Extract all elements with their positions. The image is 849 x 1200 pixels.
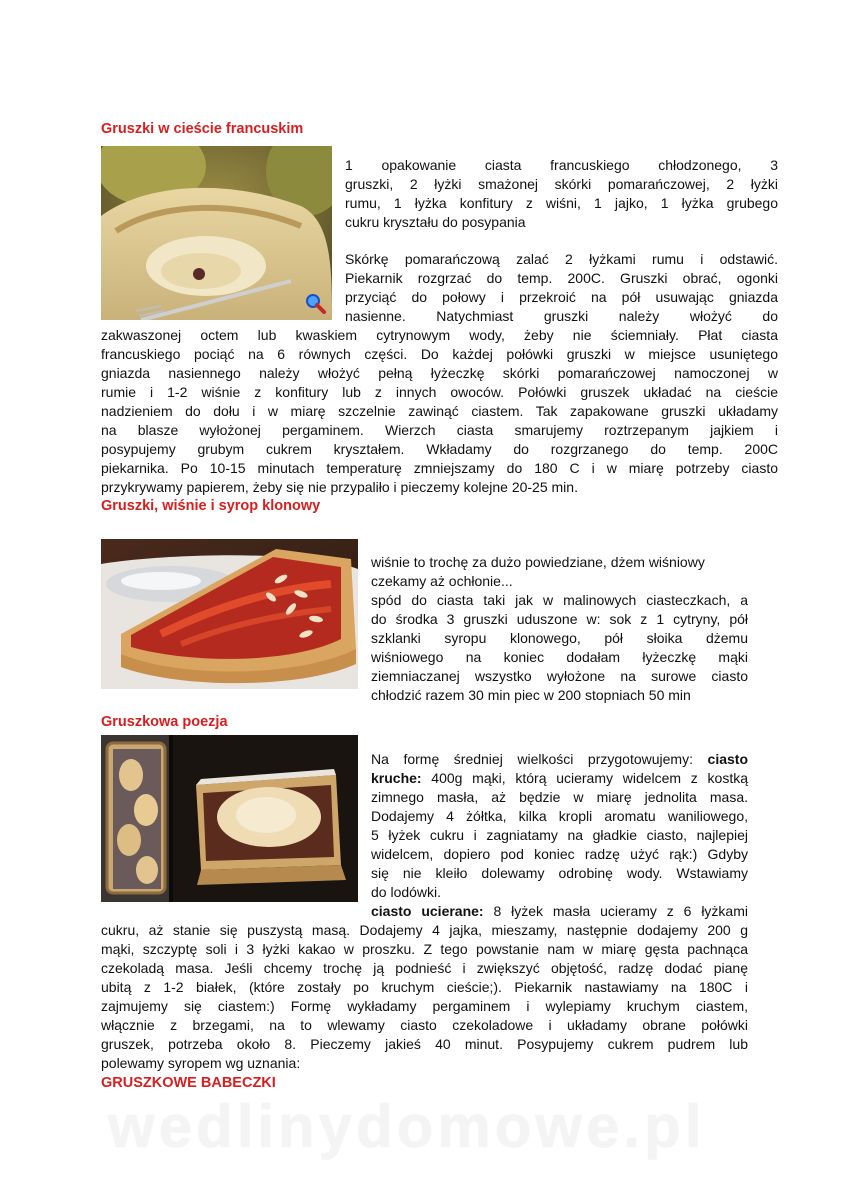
recipe-title-4: GRUSZKOWE BABECZKI — [101, 1075, 276, 1091]
recipe-3-text-side — [371, 750, 748, 921]
text-line: rumie i 1-2 wiśnie z konfitury lub z innych owoców. Połówki gruszek układać na cieście — [101, 384, 778, 400]
text-line — [371, 769, 748, 788]
text-line: zakwaszonej octem lub kwaskiem cytrynowym wody, żeby nie ściemniały. Płat ciasta — [101, 327, 778, 343]
text-line: ziemniaczanej wszystko wyłożone na surowe ciasto — [371, 668, 748, 684]
bold-term: ciasto — [707, 751, 748, 767]
text-line: przyciąć do połowy i przekroić na pół usuwając gniazda — [345, 289, 778, 305]
bold-term: ciasto ucierane: — [371, 903, 484, 919]
text-line: chłodzić razem 30 min piec w 200 stopniach 50 min — [371, 687, 691, 703]
text-line: do środka 3 gruszki uduszone w: sok z 1 cytryny, pół — [371, 611, 748, 627]
text-line: włącznie z brzegami, na to wlewamy ciasto czekoladowe i układamy obrane połówki — [101, 1017, 748, 1033]
bold-term: kruche: — [371, 770, 422, 786]
recipe-title-1: Gruszki w cieście francuskim — [101, 121, 304, 137]
text-line: nadzieniem do dołu i w miarę szczelnie zawinąć ciastem. Tak zapakowane gruszki układamy — [101, 403, 778, 419]
text-line: czekoladą masa. Jeśli chcemy trochę ją podnieść i zwiększyć objętość, radzę dodać pianę — [101, 960, 748, 976]
text-line — [371, 902, 748, 921]
text-line: mąki, szczyptę soli i 3 łyżki kakao w proszku. Z tego powstanie nam w miarę gęsta pachnąca — [101, 941, 748, 957]
text-fragment: 8 łyżek masła ucieramy z 6 łyżkami — [483, 903, 748, 919]
text-line: 5 łyżek cukru i zagniatamy na gładkie ciasto, najlepiej — [371, 827, 748, 843]
text-line: piekarnika. Po 10-15 minutach temperaturę zmniejszamy do 180 C i w miarę potrzeby ciasto — [101, 460, 778, 476]
text-line: Skórkę pomarańczową zalać 2 łyżkami rumu i odstawić. — [345, 251, 778, 267]
text-line: wiśniowego na koniec dodałam łyżeczkę mąki — [371, 649, 748, 665]
recipe-3-text-full — [101, 921, 748, 1073]
text-line: cukru kryształu do posypania — [345, 214, 526, 230]
recipe-title-2: Gruszki, wiśnie i syrop klonowy — [101, 498, 321, 514]
text-line: polewamy syropem wg uznania: — [101, 1055, 301, 1071]
text-line: wiśnie to trochę za dużo powiedziane, dżem wiśniowy — [371, 554, 705, 570]
text-line: francuskiego pociąć na 6 równych części. Do każdej połówki gruszki w miejsce usuniętego — [101, 346, 778, 362]
text-line: się nie kleiło dolewamy odrobinę wody. Wstawiamy — [371, 865, 748, 881]
text-line: 1 opakowanie ciasta francuskiego chłodzonego, 3 — [345, 157, 778, 173]
text-line: gruszek, potrzeba około 8. Pieczemy jakieś 40 minut. Posypujemy cukrem pudrem lub — [101, 1036, 748, 1052]
text-line: gruszki, 2 łyżki smażonej skórki pomarańczowej, 2 łyżki — [345, 176, 778, 192]
text-line: zimnego masła, aż będzie w miarę jednolita masa. — [371, 789, 748, 805]
text-line: nasienne. Natychmiast gruszki należy włożyć do — [345, 308, 778, 324]
text-fragment: 400g mąki, którą ucieramy widelcem z kostką — [421, 770, 748, 786]
magnifier-icon[interactable] — [304, 292, 326, 314]
text-line: na blasze wyłożonej pergaminem. Wierzch ciasta smarujemy roztrzepanym jajkiem i — [101, 422, 778, 438]
recipe-1-method-side — [345, 250, 778, 326]
text-line: gniazda nasiennego należy włożyć pełną łyżeczkę skórki pomarańczowej namoczonej w — [101, 365, 778, 381]
text-line: ubitą z 1-2 białek, (które zostały po kruchym cieście;). Piekarnik nastawiamy na 180C i — [101, 979, 748, 995]
text-line: Piekarnik rozgrzać do temp. 200C. Gruszki obrać, ogonki — [345, 270, 778, 286]
text-line: do lodówki. — [371, 884, 442, 900]
text-line: posypujemy grubym cukrem kryształem. Wkładamy do rozgrzanego do temp. 200C — [101, 441, 778, 457]
recipe-1-ingredients — [345, 156, 778, 232]
recipe-title-3: Gruszkowa poezja — [101, 714, 228, 730]
text-line: spód do ciasta taki jak w malinowych ciasteczkach, a — [371, 592, 748, 608]
text-line: cukru, aż stanie się puszystą masą. Dodajemy 4 jajka, mieszamy, następnie dodajemy 200 g — [101, 922, 748, 938]
site-watermark: wedlinydomowe.pl — [108, 1093, 706, 1160]
text-fragment: Na formę średniej wielkości przygotowujemy: — [371, 751, 708, 767]
text-line: Dodajemy 4 żółtka, kilka kropli aromatu waniliowego, — [371, 808, 748, 824]
text-line — [371, 750, 748, 769]
text-line: szklanki syropu klonowego, pół słoika dżemu — [371, 630, 748, 646]
pear-chocolate-tart-photo — [101, 735, 358, 902]
recipe-1-method — [101, 326, 778, 497]
text-line: rumu, 1 łyżka konfitury z wiśni, 1 jajko, 1 łyżka grubego — [345, 195, 778, 211]
pear-puff-pastry-photo — [101, 146, 332, 320]
pear-cherry-tart-photo — [101, 539, 358, 689]
text-line: widelcem, dopiero pod koniec radzę użyć rąk:) Gdyby — [371, 846, 748, 862]
text-line: czekamy aż ochłonie... — [371, 573, 513, 589]
recipe-2-text — [371, 553, 748, 705]
text-line: zajmujemy się ciastem:) Formę wykładamy pergaminem i wylepiamy kruchym ciastem, — [101, 998, 748, 1014]
text-line: przykrywamy papierem, żeby się nie przypaliło i pieczemy kolejne 20-25 min. — [101, 479, 578, 495]
